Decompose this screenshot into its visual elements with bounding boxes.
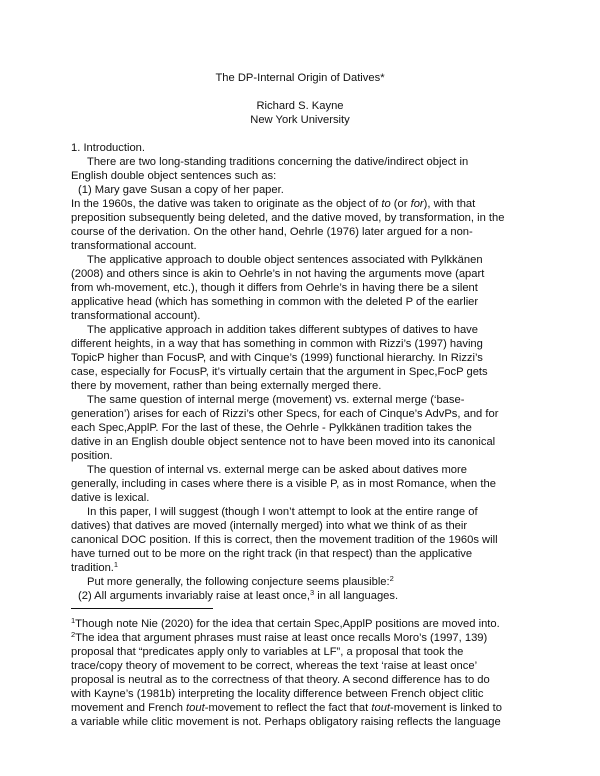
body-line: In the 1960s, the dative was taken to originate as the object of to (or for), with that — [71, 198, 476, 210]
footnote-line: proposal is neutral as to the correctness of that theory. A second difference has to do — [71, 674, 490, 686]
body-line: (2008) and others since is akin to Oehrle’s in not having the arguments move (apart — [71, 268, 485, 280]
body-line: The applicative approach in addition takes different subtypes of datives to have — [87, 324, 478, 336]
body-line: generally, including in cases where there is a visible P, as in most Romance, when the — [71, 478, 496, 490]
footnote-ref: 1 — [113, 560, 119, 569]
body-line: course of the derivation. On the other hand, Oehrle (1976) later argued for a non- — [71, 226, 473, 238]
body-line: In this paper, I will suggest (though I won’t attempt to look at the entire range of — [87, 506, 478, 518]
footnote-line: with Kayne’s (1981b) interpreting the locality difference between French object clitic — [71, 688, 484, 700]
body-line: different heights, in a way that has something in common with Rizzi’s (1997) having — [71, 338, 483, 350]
footnote-ref: 2 — [389, 574, 394, 583]
body-line: position. — [71, 450, 113, 462]
body-line: The same question of internal merge (movement) vs. external merge (‘base- — [87, 394, 465, 406]
body-line: TopicP higher than FocusP, and with Cinque’s (1999) functional hierarchy. In Rizzi’s — [71, 352, 483, 364]
body-line: canonical DOC position. If this is correct, then the movement tradition of the 1960s will — [71, 534, 498, 546]
body-line: from wh-movement, etc.), though it differs from Oehrle’s in having there be a silent — [71, 282, 478, 294]
body-line: case, especially for FocusP, it’s virtually certain that the argument in Spec,FocP gets — [71, 366, 488, 378]
example-1: (1) Mary gave Susan a copy of her paper. — [78, 184, 284, 196]
footnote-line: trace/copy theory of movement to be correct, whereas the text ‘raise at least once’ — [71, 660, 478, 672]
body-line: there by movement, rather than being externally merged there. — [71, 380, 382, 392]
footnote-divider — [71, 608, 213, 609]
paper-title: The DP-Internal Origin of Datives* — [215, 72, 385, 84]
body-line: The applicative approach to double object sentences associated with Pylkkänen — [87, 254, 483, 266]
body-line: tradition.$^1$ — [71, 560, 119, 574]
body-line: datives) that datives are moved (internally merged) into what we think of as their — [71, 520, 468, 532]
body-line: generation’) arises for each of Rizzi’s other Specs, for each of Cinque’s AdvPs, and for — [71, 408, 499, 420]
body-line: preposition subsequently being deleted, and the dative moved, by transformation, in the — [71, 212, 505, 224]
footnote-1: $^1$Though note Nie (2020) for the idea that certain Spec,ApplP positions are moved into. — [71, 616, 500, 630]
body-line: transformational account. — [71, 240, 197, 252]
body-line: Put more generally, the following conjecture seems plausible:$^2$ — [87, 574, 394, 588]
footnote-line: proposal that “predicates apply only to variables at LF”, a proposal that took the — [71, 646, 464, 658]
example-2: (2) All arguments invariably raise at least once,$^3$ in all languages. — [78, 588, 399, 602]
body-line: each Spec,ApplP. For the last of these, the Oehrle - Pylkkänen tradition takes the — [71, 422, 472, 434]
body-line: dative in an English double object sentence not to have been moved into its canonical — [71, 436, 496, 448]
footnote-line: movement and French tout-movement to reflect the fact that tout-movement is linked to — [71, 702, 502, 714]
body-line: transformational account). — [71, 310, 201, 322]
author-affiliation: New York University — [250, 114, 350, 126]
footnote-line: a variable while clitic movement is not. Perhaps obligatory raising reflects the language — [71, 716, 501, 728]
section-heading: 1. Introduction. — [71, 142, 146, 154]
body-line: English double object sentences such as: — [71, 170, 277, 182]
body-line: applicative head (which has something in common with the deleted P of the earlier — [71, 296, 479, 308]
body-line: There are two long-standing traditions concerning the dative/indirect object in — [87, 156, 469, 168]
body-line: The question of internal vs. external merge can be asked about datives more — [87, 464, 467, 476]
footnote-2: $^2$The idea that argument phrases must raise at least once recalls Moro’s (1997, 139) — [71, 630, 488, 644]
body-line: dative is lexical. — [71, 492, 150, 504]
footnote-ref: 3 — [309, 588, 315, 597]
author-name: Richard S. Kayne — [256, 100, 344, 112]
body-line: have turned out to be more on the right track (in that respect) than the applicative — [71, 548, 473, 560]
